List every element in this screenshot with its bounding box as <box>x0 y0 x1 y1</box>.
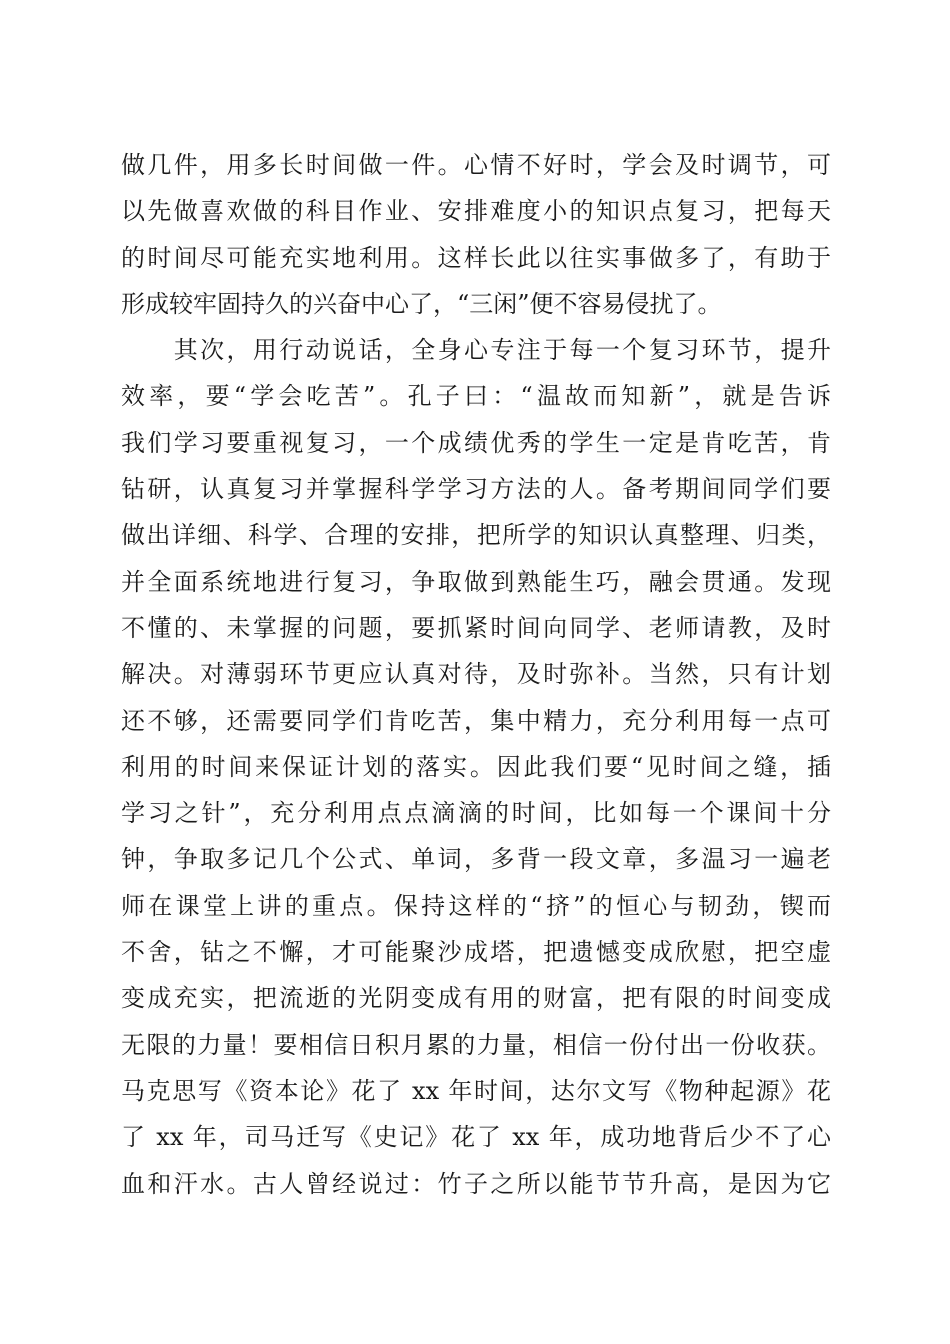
text-line: 的时间尽可能充实地利用。这样长此以往实事做多了，有助于 <box>121 243 831 272</box>
body-text <box>121 142 831 1207</box>
text-line: 效率，要“学会吃苦”。孔子曰：“温故而知新”，就是告诉 <box>121 382 831 411</box>
text-line: 我们学习要重视复习，一个成绩优秀的学生一定是肯吃苦，肯 <box>121 428 831 457</box>
text-line: 以先做喜欢做的科目作业、安排难度小的知识点复习，把每天 <box>121 197 831 226</box>
text-line: 解决。对薄弱环节更应认真对待，及时弥补。当然，只有计划 <box>121 660 831 689</box>
text-line: 钻研，认真复习并掌握科学学习方法的人。备考期间同学们要 <box>121 475 831 504</box>
text-line: 做几件，用多长时间做一件。心情不好时，学会及时调节，可 <box>121 151 831 179</box>
text-line: 学习之针”，充分利用点点滴滴的时间，比如每一个课间十分 <box>121 799 831 828</box>
text-line: 师在课堂上讲的重点。保持这样的“挤”的恒心与韧劲，锲而 <box>121 891 831 920</box>
text-line: 形成较牢固持久的兴奋中心了，“三闲”便不容易侵扰了。 <box>121 289 722 318</box>
text-line: 还不够，还需要同学们肯吃苦，集中精力，充分利用每一点可 <box>121 706 831 735</box>
text-line: 并全面系统地进行复习，争取做到熟能生巧，融会贯通。发现 <box>121 567 831 596</box>
text-line: 马克思写《资本论》花了 xx 年时间，达尔文写《物种起源》花 <box>121 1076 831 1105</box>
text-line: 无限的力量！要相信日积月累的力量，相信一份付出一份收获。 <box>121 1030 831 1059</box>
text-line: 不懂的、未掌握的问题，要抓紧时间向同学、老师请教，及时 <box>121 613 831 642</box>
text-line: 变成充实，把流逝的光阴变成有用的财富，把有限的时间变成 <box>121 984 831 1013</box>
text-line: 血和汗水。古人曾经说过：竹子之所以能节节升高，是因为它 <box>121 1169 831 1198</box>
text-line: 其次，用行动说话，全身心专注于每一个复习环节，提升 <box>121 336 831 365</box>
text-line: 做出详细、科学、合理的安排，把所学的知识认真整理、归类， <box>121 521 831 550</box>
text-line: 利用的时间来保证计划的落实。因此我们要“见时间之缝，插 <box>121 752 831 781</box>
text-line: 了 xx 年，司马迁写《史记》花了 xx 年，成功地背后少不了心 <box>121 1123 831 1152</box>
text-line: 不舍，钻之不懈，才可能聚沙成塔，把遗憾变成欣慰，把空虚 <box>121 938 831 967</box>
text-line: 钟，争取多记几个公式、单词，多背一段文章，多温习一遍老 <box>121 845 831 874</box>
